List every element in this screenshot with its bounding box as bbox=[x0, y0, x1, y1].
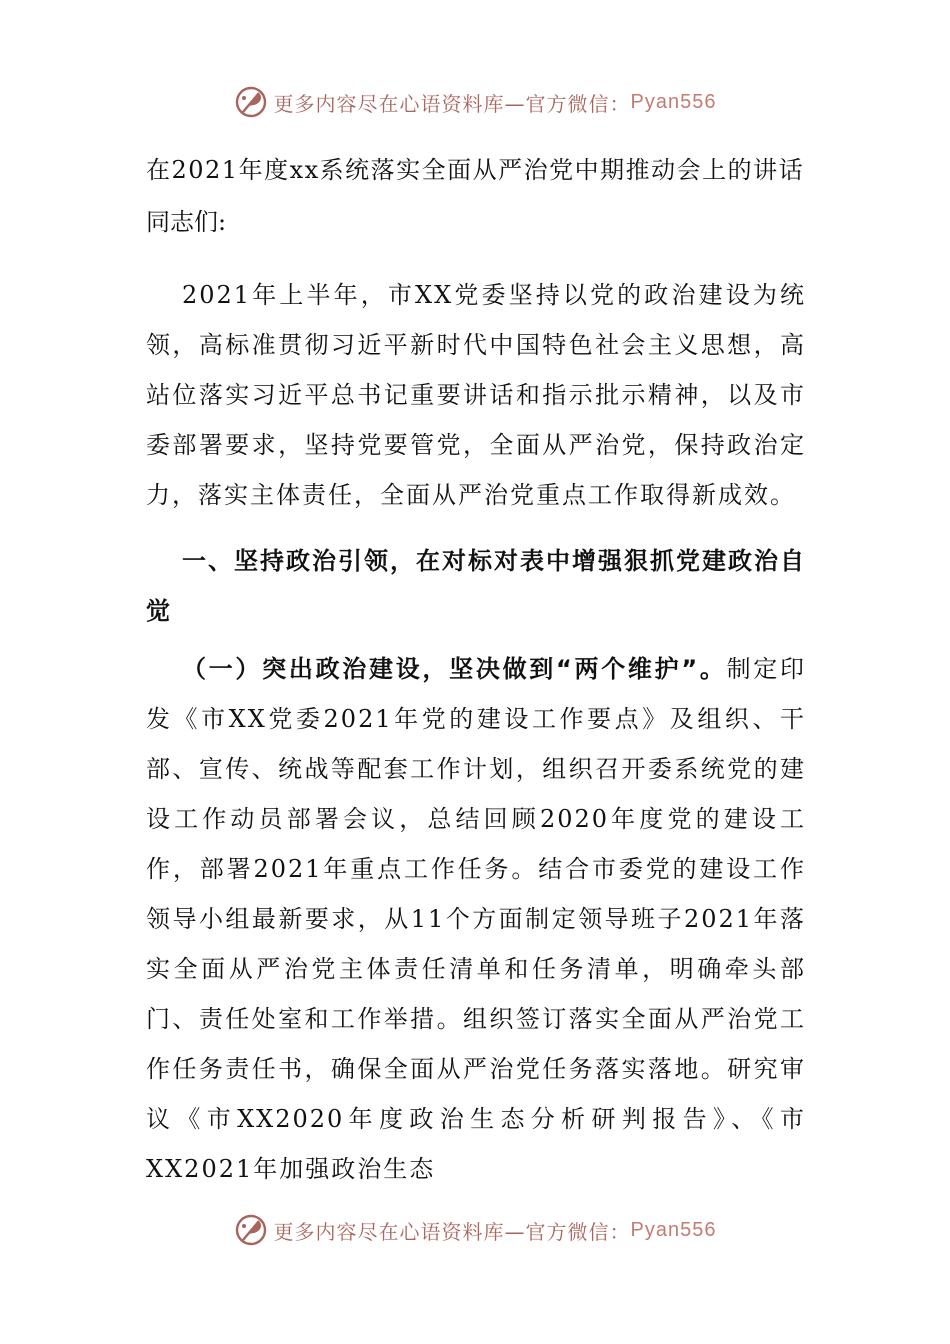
watermark-text: 更多内容尽在心语资料库—官方微信： bbox=[273, 91, 631, 116]
watermark-wechat-id: Pyan556 bbox=[630, 90, 717, 113]
document-body bbox=[146, 150, 806, 1194]
quill-logo-icon bbox=[234, 1213, 268, 1247]
quill-logo-icon bbox=[234, 85, 268, 119]
intro-paragraph: 2021年上半年，市XX党委坚持以党的政治建设为统领，高标准贯彻习近平新时代中国特色社会主义思想，高站位落实习近平总书记重要讲话和指示批示精神，以及市委部署要求，坚持党要管党，全面从严治党，保持政治定力，落实主体责任，全面从严治党重点工作取得新成效。 bbox=[146, 281, 806, 509]
section-heading: 一、坚持政治引领，在对标对表中增强狠抓党建政治自觉 bbox=[146, 547, 806, 625]
subsection-paragraph bbox=[146, 644, 806, 1194]
document-title: 在2021年度xx系统落实全面从严治党中期推动会上的讲话 bbox=[146, 156, 805, 184]
subsection-heading: （一）突出政治建设，坚决做到“两个维护”。 bbox=[182, 655, 727, 683]
header-watermark bbox=[0, 82, 950, 122]
subsection-body: 制定印发《市XX党委2021年党的建设工作要点》及组织、干部、宣传、统战等配套工作计划，组织召开委系统党的建设工作动员部署会议，总结回顾2020年度党的建设工作，部署2021年重点工作任务。结合市委党的建设工作领导小组最新要求，从11个方面制定领导班子2021年落实全面从严治党主体责任清单和任务清单，明确牵头部门、责任处室和工作举措。组织签订落实全面从严治党工作任务责任书，确保全面从严治党任务落实落地。研究审议《市XX2020年度政治生态分析研判报告》、《市XX2021年加强政治生态 bbox=[146, 655, 807, 1183]
watermark-wechat-id: Pyan556 bbox=[630, 1218, 717, 1241]
watermark-text: 更多内容尽在心语资料库—官方微信： bbox=[273, 1219, 631, 1244]
footer-watermark bbox=[0, 1210, 950, 1250]
salutation: 同志们: bbox=[146, 208, 227, 236]
